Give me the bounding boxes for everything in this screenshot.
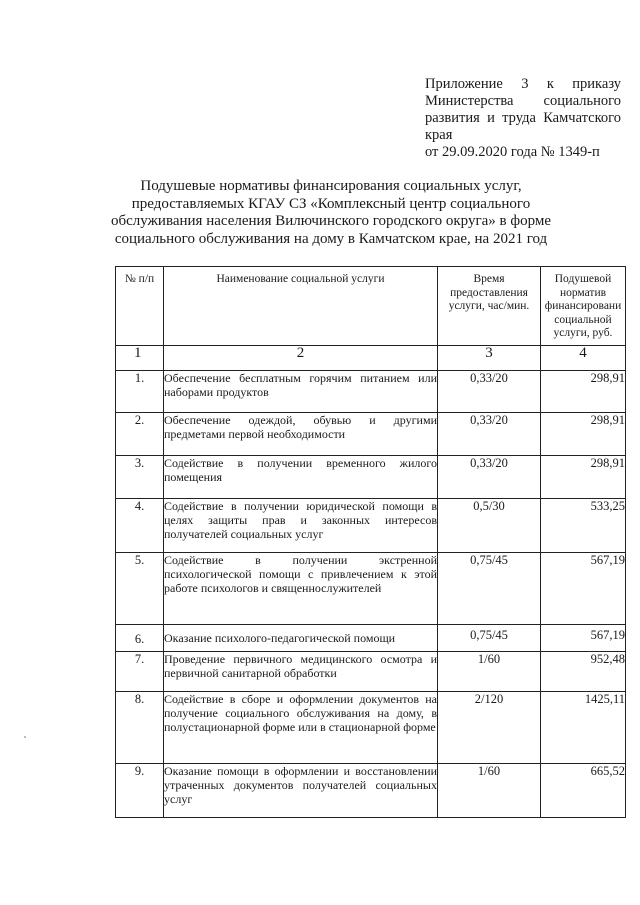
column-numbers-row	[116, 346, 626, 371]
service-price: 298,91	[541, 413, 626, 456]
service-time: 0,33/20	[438, 371, 541, 413]
column-number: 3	[438, 346, 541, 371]
service-price: 1425,11	[541, 692, 626, 764]
header-time: Время предоставления услуги, час/мин.	[438, 267, 541, 346]
service-price: 298,91	[541, 456, 626, 499]
service-price: 533,25	[541, 499, 626, 553]
row-number: 2.	[116, 413, 164, 456]
table-row	[116, 553, 626, 625]
service-name: Обеспечение одеждой, обувью и другими предметами первой необходимости	[164, 413, 438, 456]
appendix-block	[425, 76, 621, 161]
service-time: 0,33/20	[438, 413, 541, 456]
column-number: 2	[164, 346, 438, 371]
service-price: 298,91	[541, 371, 626, 413]
row-number: 7.	[116, 652, 164, 692]
service-time: 0,33/20	[438, 456, 541, 499]
appendix-line: развития и труда Камчатского	[425, 110, 621, 126]
column-number: 4	[541, 346, 626, 371]
service-time: 2/120	[438, 692, 541, 764]
header-price: Подушевой норматив финансировани социальной услуги, руб.	[541, 267, 626, 346]
service-price: 567,19	[541, 553, 626, 625]
table-row	[116, 764, 626, 818]
row-number: 8.	[116, 692, 164, 764]
service-name: Оказание психолого-педагогической помощи	[164, 625, 438, 652]
service-name: Оказание помощи в оформлении и восстановлении утраченных документов получателей социальных услуг	[164, 764, 438, 818]
row-number: 4.	[116, 499, 164, 553]
appendix-line: края	[425, 127, 453, 143]
norms-table	[115, 266, 626, 818]
service-time: 0,5/30	[438, 499, 541, 553]
table-row	[116, 371, 626, 413]
service-name: Содействие в получении временного жилого помещения	[164, 456, 438, 499]
service-name: Обеспечение бесплатным горячим питанием или наборами продуктов	[164, 371, 438, 413]
table-row	[116, 456, 626, 499]
row-number: 9.	[116, 764, 164, 818]
table-row	[116, 625, 626, 652]
service-time: 1/60	[438, 764, 541, 818]
appendix-line: от 29.09.2020 года № 1349-п	[425, 144, 600, 160]
service-price: 567,19	[541, 625, 626, 652]
table-row	[116, 652, 626, 692]
header-no: № п/п	[116, 267, 164, 346]
header-name: Наименование социальной услуги	[164, 267, 438, 346]
row-number: 6.	[116, 625, 164, 652]
table-row	[116, 692, 626, 764]
service-name: Содействие в сборе и оформлении документов на получение социального обслуживания на дому, в полустационарной форме или в стационарной форме	[164, 692, 438, 764]
column-number: 1	[116, 346, 164, 371]
service-price: 952,48	[541, 652, 626, 692]
service-time: 1/60	[438, 652, 541, 692]
service-time: 0,75/45	[438, 625, 541, 652]
scan-speck	[24, 736, 26, 738]
row-number: 1.	[116, 371, 164, 413]
row-number: 5.	[116, 553, 164, 625]
table-row	[116, 413, 626, 456]
service-name: Содействие в получении экстренной психологической помощи с привлечением к этой работе психологов и священнослужителей	[164, 553, 438, 625]
service-price: 665,52	[541, 764, 626, 818]
table-row	[116, 499, 626, 553]
service-name: Проведение первичного медицинского осмотра и первичной санитарной обработки	[164, 652, 438, 692]
service-time: 0,75/45	[438, 553, 541, 625]
appendix-line: Министерства социального	[425, 93, 621, 109]
appendix-line: Приложение 3 к приказу	[425, 76, 621, 92]
service-name: Содействие в получении юридической помощи в целях защиты прав и законных интересов получателей социальных услуг	[164, 499, 438, 553]
table-header-row	[116, 267, 626, 346]
document-title: Подушевые нормативы финансирования социальных услуг, предоставляемых КГАУ СЗ «Комплексный центр социального обслуживания населения Вилючинского городского округа» в форме социального обслуживания на дому в Камчатском крае, на 2021 год	[110, 178, 552, 247]
row-number: 3.	[116, 456, 164, 499]
